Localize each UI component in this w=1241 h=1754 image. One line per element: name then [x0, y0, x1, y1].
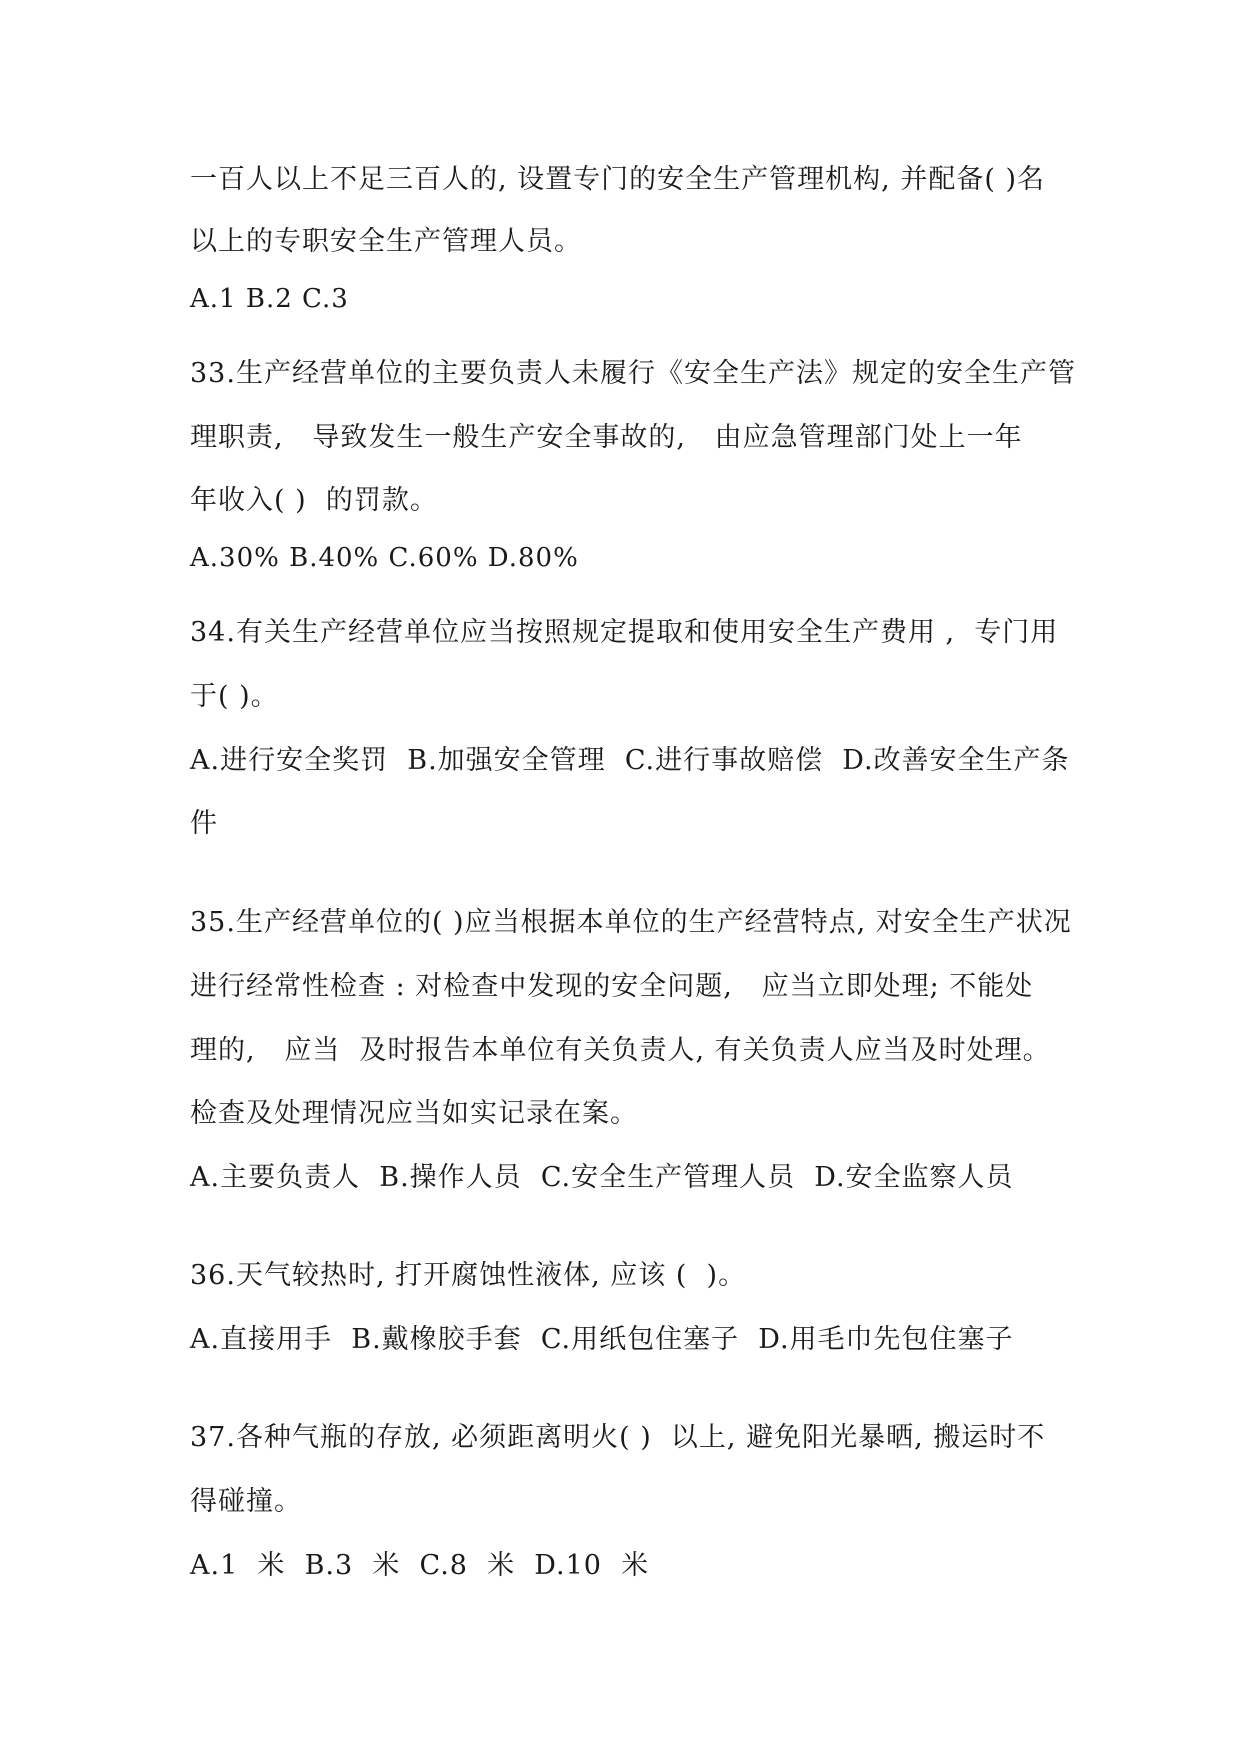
- question-34-text-line-2: 于( )。: [190, 681, 279, 712]
- question-35-text-line-4: 检查及处理情况应当如实记录在案。: [190, 1098, 638, 1129]
- question-32-text-line-2: 以上的专职安全生产管理人员。: [190, 226, 582, 257]
- question-33-text-line-3: 年收入( ) 的罚款。: [190, 485, 438, 516]
- question-33-options: A.30% B.40% C.60% D.80%: [190, 543, 579, 573]
- question-32-options: A.1 B.2 C.3: [190, 284, 349, 314]
- question-35-text-line-2: 进行经常性检查 : 对检查中发现的安全问题, 应当立即处理; 不能处: [190, 971, 1034, 1002]
- question-34-text-line-1: 34.有关生产经营单位应当按照规定提取和使用安全生产费用 , 专门用: [190, 617, 1059, 648]
- question-32-text-line-1: 一百人以上不足三百人的, 设置专门的安全生产管理机构, 并配备( )名: [190, 164, 1045, 195]
- question-37-text-line-2: 得碰撞。: [190, 1486, 302, 1517]
- question-36-options: A.直接用手 B.戴橡胶手套 C.用纸包住塞子 D.用毛巾先包住塞子: [190, 1324, 1014, 1355]
- question-33-text-line-2: 理职责, 导致发生一般生产安全事故的, 由应急管理部门处上一年: [190, 422, 1023, 453]
- question-34-options-line-2: 件: [190, 808, 218, 839]
- question-33-text-line-1: 33.生产经营单位的主要负责人未履行《安全生产法》规定的安全生产管: [190, 358, 1076, 389]
- question-35-text-line-3: 理的, 应当 及时报告本单位有关负责人, 有关负责人应当及时处理。: [190, 1035, 1051, 1066]
- question-35-text-line-1: 35.生产经营单位的( )应当根据本单位的生产经营特点, 对安全生产状况: [190, 907, 1072, 938]
- question-36-text: 36.天气较热时, 打开腐蚀性液体, 应该 ( )。: [190, 1260, 747, 1291]
- question-37-text-line-1: 37.各种气瓶的存放, 必须距离明火( ) 以上, 避免阳光暴晒, 搬运时不: [190, 1422, 1046, 1453]
- question-37-options: A.1 米 B.3 米 C.8 米 D.10 米: [190, 1550, 650, 1581]
- question-34-options-line-1: A.进行安全奖罚 B.加强安全管理 C.进行事故赔偿 D.改善安全生产条: [190, 745, 1070, 776]
- question-35-options: A.主要负责人 B.操作人员 C.安全生产管理人员 D.安全监察人员: [190, 1162, 1014, 1193]
